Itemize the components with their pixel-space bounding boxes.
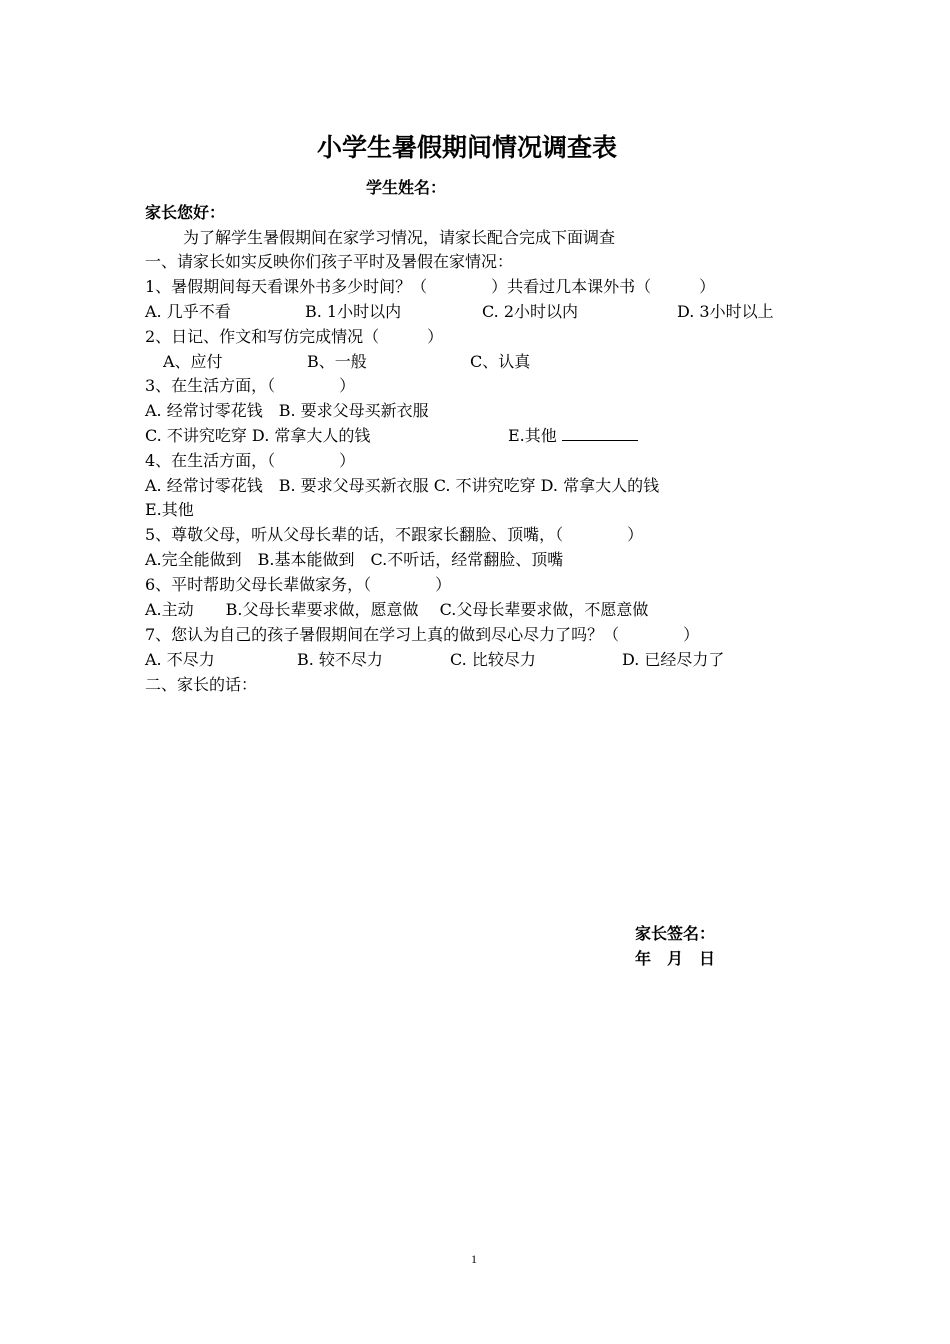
q4-options-line1: A. 经常讨零花钱 B. 要求父母买新衣服 C. 不讲究吃穿 D. 常拿大人的钱 — [145, 476, 660, 495]
intro-text: 为了解学生暑假期间在家学习情况，请家长配合完成下面调查 — [183, 228, 616, 247]
question-7: 7、您认为自己的孩子暑假期间在学习上真的做到尽心尽力了吗？（ ） — [145, 625, 700, 644]
q7-option-a: A. 不尽力 — [145, 650, 215, 669]
page-title: 小学生暑假期间情况调查表 — [317, 133, 618, 162]
question-5: 5、尊敬父母，听从父母长辈的话，不跟家长翻脸、顶嘴，（ ） — [145, 525, 644, 544]
q1-option-c: C. 2小时以内 — [482, 302, 579, 321]
q3-options-line2: C. 不讲究吃穿 D. 常拿大人的钱 — [145, 426, 371, 445]
q3-other-blank[interactable] — [562, 426, 638, 441]
question-3: 3、在生活方面，（ ） — [145, 376, 356, 395]
q6-options: A.主动 B.父母长辈要求做，愿意做 C.父母长辈要求做，不愿意做 — [145, 600, 649, 619]
q3-options-line1: A. 经常讨零花钱 B. 要求父母买新衣服 — [145, 401, 429, 420]
question-1: 1、暑假期间每天看课外书多少时间？（ ）共看过几本课外书（ ） — [145, 277, 716, 296]
q3-option-other — [508, 426, 638, 446]
question-4: 4、在生活方面，（ ） — [145, 451, 356, 470]
student-name-label: 学生姓名： — [366, 178, 447, 197]
q1-option-d: D. 3小时以上 — [677, 302, 774, 321]
q4-options-line2: E.其他 — [145, 500, 194, 519]
q7-option-d: D. 已经尽力了 — [622, 650, 725, 669]
section1-heading: 一、请家长如实反映你们孩子平时及暑假在家情况： — [145, 252, 514, 271]
page-number: 1 — [471, 1252, 477, 1266]
q7-option-c: C. 比较尽力 — [450, 650, 536, 669]
question-6: 6、平时帮助父母长辈做家务，（ ） — [145, 575, 452, 594]
section2-heading: 二、家长的话： — [145, 675, 258, 694]
q1-option-b: B. 1小时以内 — [305, 302, 402, 321]
q3-option-other-label: E.其他 — [508, 426, 557, 445]
question-2: 2、日记、作文和写仿完成情况（ ） — [145, 327, 444, 346]
date-line: 年 月 日 — [635, 949, 716, 968]
q7-option-b: B. 较不尽力 — [297, 650, 383, 669]
signature-label: 家长签名： — [635, 924, 716, 943]
q2-option-b: B、一般 — [307, 352, 367, 371]
greeting: 家长您好： — [145, 203, 226, 222]
q1-option-a: A. 几乎不看 — [145, 302, 231, 321]
q2-option-a: A、应付 — [163, 352, 223, 371]
q2-option-c: C、认真 — [470, 352, 531, 371]
q5-options: A.完全能做到 B.基本能做到 C.不听话，经常翻脸、顶嘴 — [145, 550, 564, 569]
